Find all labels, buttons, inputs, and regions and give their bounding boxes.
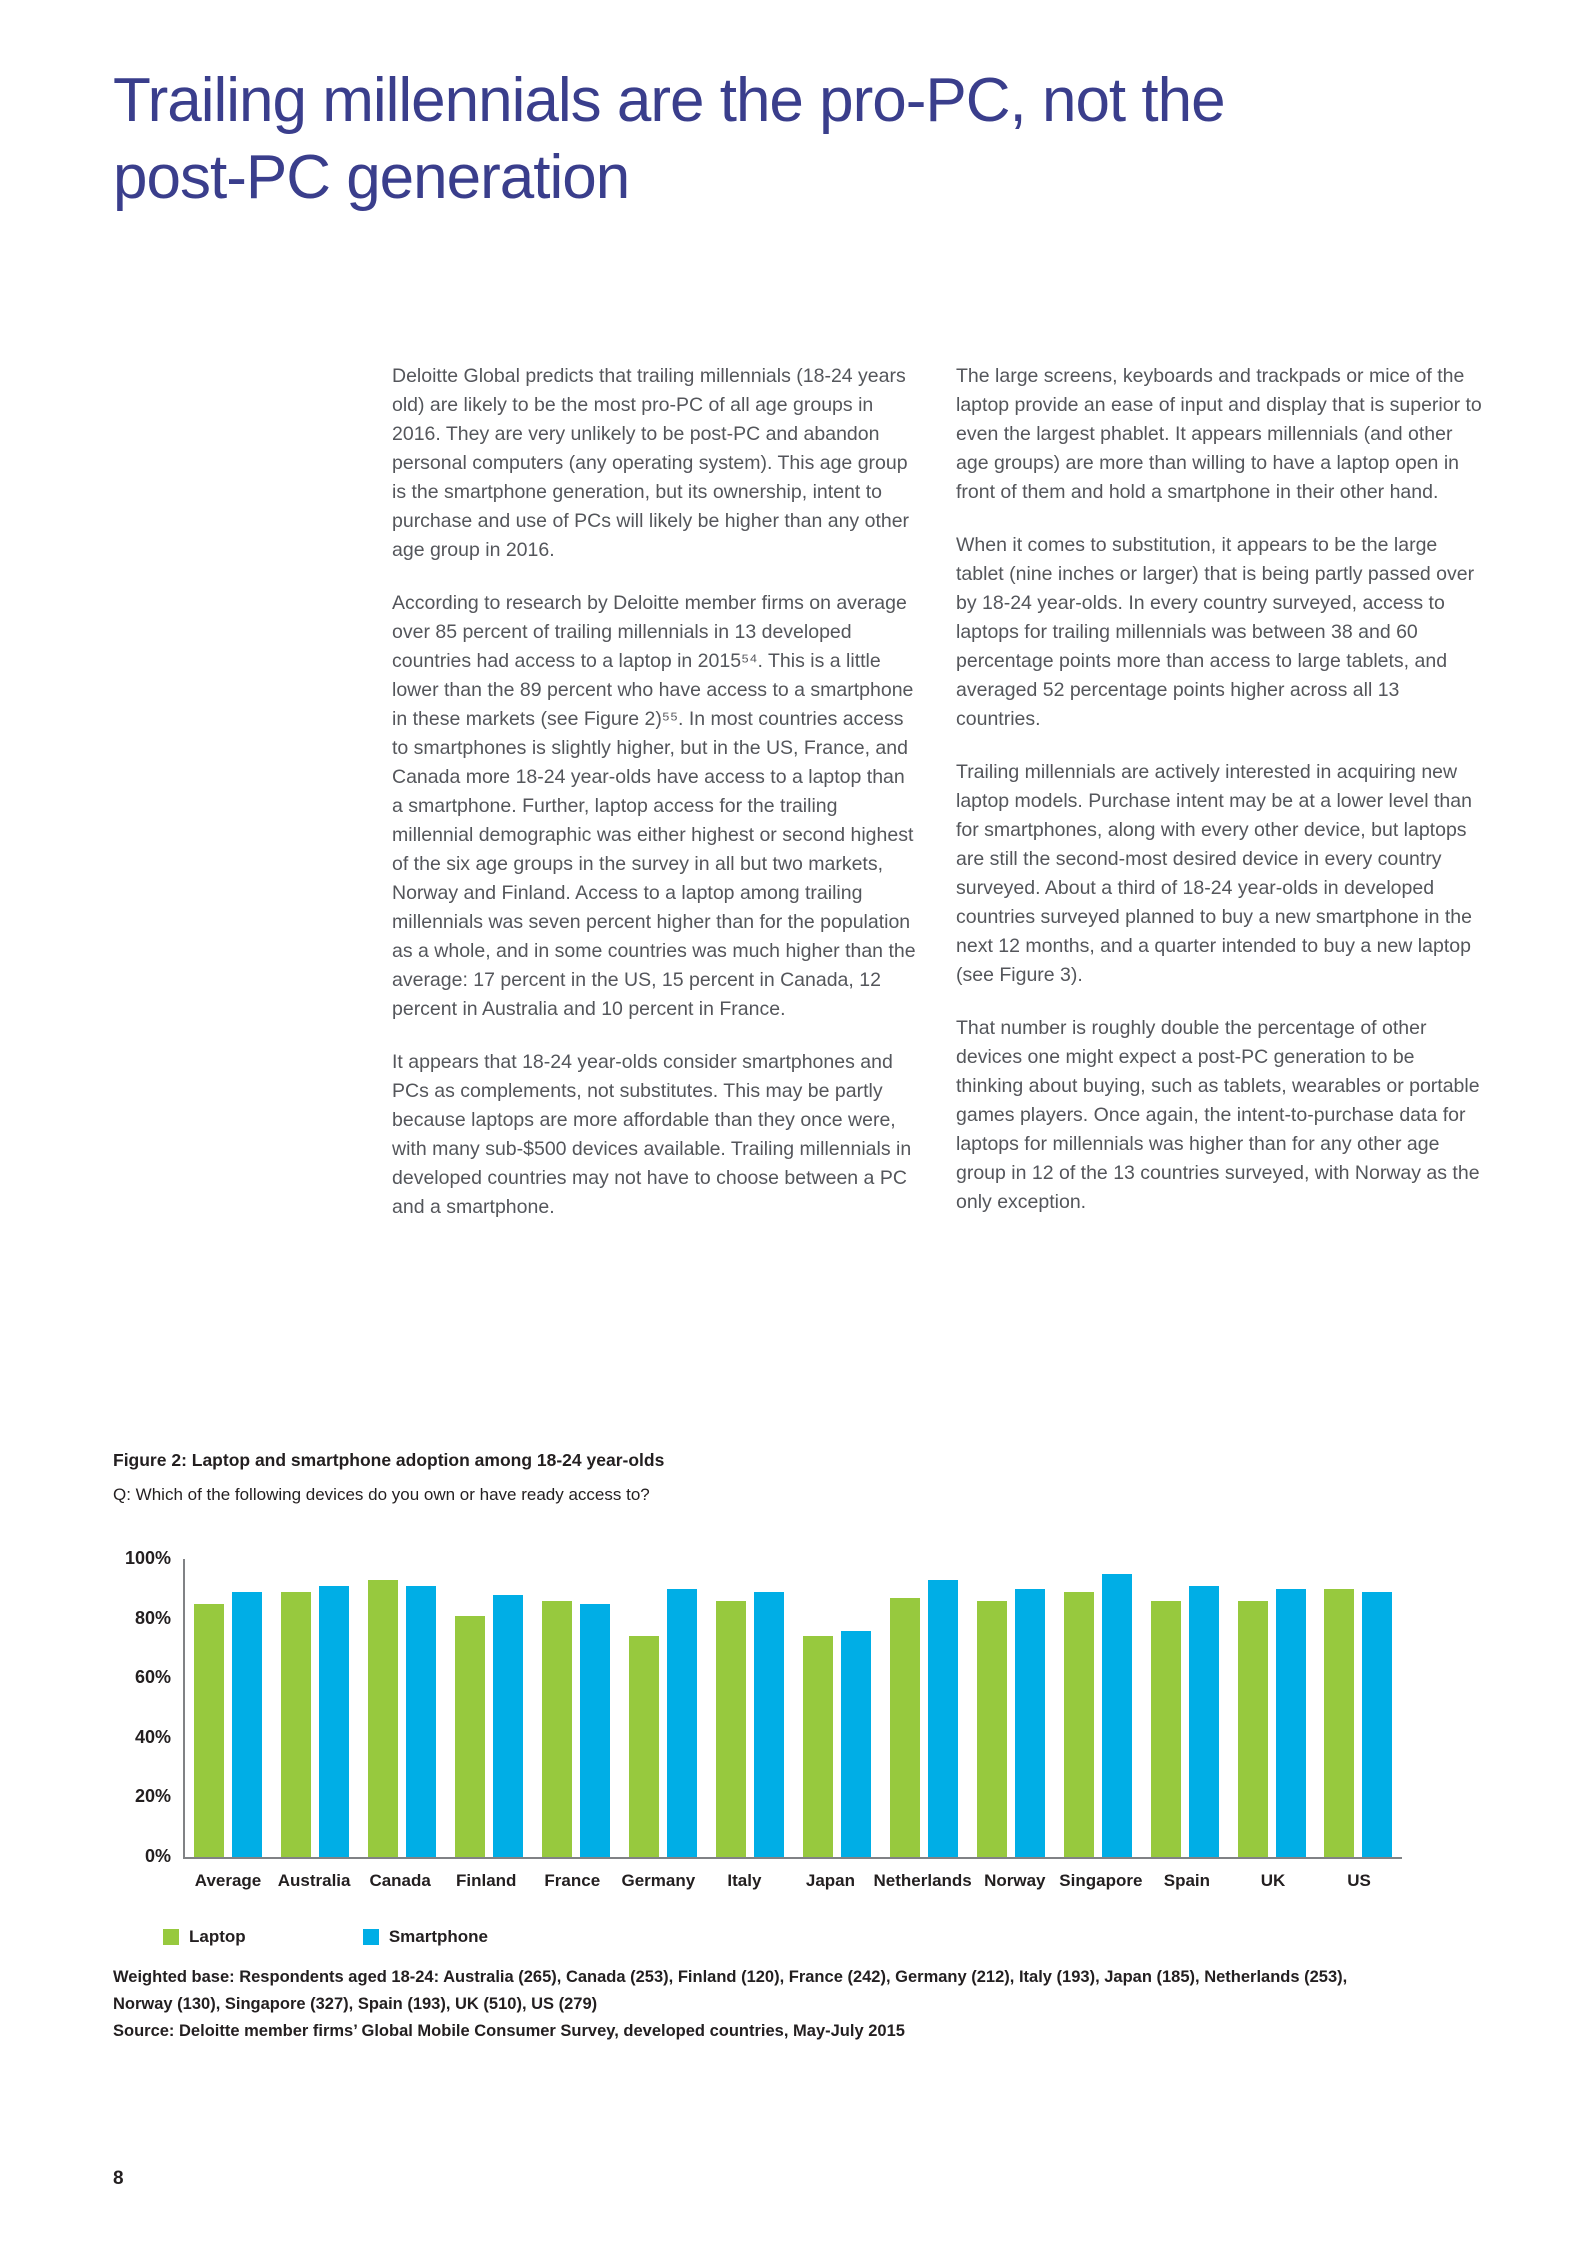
bar-group [1315,1559,1402,1857]
smartphone-bar [667,1589,697,1857]
bar-group [359,1559,446,1857]
y-tick-label: 80% [134,1607,171,1628]
article-left-column [392,362,920,1246]
paragraph: According to research by Deloitte member firms on average over 85 percent of trailing millennials in 13 developed countries had access to a laptop in 2015⁵⁴. This is a little lower than the 89 percent who have access to a smartphone in these markets (see Figure 2)⁵⁵. In most countries access to smartphones is slightly higher, but in the US, France, and Canada more 18-24 year-olds have access to a laptop than a smartphone. Further, laptop access for the trailing millennial demographic was either highest or second highest of the six age groups in the survey in all but two markets, Norway and Finland. Access to a laptop among trailing millennials was seven percent higher than for the population as a whole, and in some countries was much higher than the average: 17 percent in the US, 15 percent in Canada, 12 percent in Australia and 10 percent in France. [392,592,916,1020]
bar-group [446,1559,533,1857]
laptop-bar [368,1580,398,1857]
smartphone-swatch-icon [363,1929,379,1945]
x-axis-labels [185,1871,1402,1891]
laptop-bar [890,1598,920,1857]
smartphone-bar [406,1586,436,1857]
plot-area [183,1559,1402,1859]
bar-group [1054,1559,1141,1857]
page-title-line-1: Trailing millennials are the pro-PC, not the [113,66,1225,135]
figure-caption: Figure 2: Laptop and smartphone adoption among 18-24 year-olds [113,1450,665,1470]
laptop-bar [455,1616,485,1857]
laptop-bar [194,1604,224,1857]
x-axis-label: US [1347,1871,1371,1890]
laptop-bar [1238,1601,1268,1857]
smartphone-bar [928,1580,958,1857]
x-axis-label: Netherlands [873,1871,972,1890]
smartphone-bar [1189,1586,1219,1857]
laptop-bar [1151,1601,1181,1857]
page-number: 8 [113,2168,124,2189]
paragraph: That number is roughly double the percentage of other devices one might expect a post-PC generation to be thinking about buying, such as tablets, wearables or portable games players. Once again, the intent-to-purchase data for laptops for millennials was higher than for any other age group in 12 of the 13 countries surveyed, with Norway as the only exception. [956,1017,1480,1213]
paragraph: The large screens, keyboards and trackpads or mice of the laptop provide an ease of input and display that is superior to even the largest phablet. It appears millennials (and other age groups) are more than willing to have a laptop open in front of them and hold a smartphone in their other hand. [956,365,1482,503]
bar-group [533,1559,620,1857]
legend-item [163,1927,288,1947]
x-axis-label: Singapore [1059,1871,1143,1890]
smartphone-bar [493,1595,523,1857]
smartphone-bar [1276,1589,1306,1857]
bar-group [620,1559,707,1857]
paragraph: When it comes to substitution, it appears to be the large tablet (nine inches or larger) that is being partly passed over by 18-24 year-olds. In every country surveyed, access to laptops for trailing millennials was between 38 and 60 percentage points more than access to large tablets, and averaged 52 percentage points higher across all 13 countries. [956,534,1475,730]
figure-2 [113,1450,1443,1973]
bar-group [793,1559,880,1857]
laptop-bar [716,1601,746,1857]
x-axis-label: Average [194,1871,262,1890]
y-tick-label: 0% [144,1846,171,1866]
y-tick-label: 40% [134,1726,171,1747]
bar-group [272,1559,359,1857]
x-axis-label: Japan [805,1871,856,1890]
smartphone-bar [1102,1574,1132,1857]
bar-group [1228,1559,1315,1857]
weighted-base-note: Weighted base: Respondents aged 18-24: Australia (265), Canada (253), Finland (120), France (242), Germany (212), Italy (193), Japan (185), Netherlands (253), [113,1968,1348,1986]
x-axis-label: Australia [277,1871,351,1890]
y-tick-label: 100% [124,1548,171,1568]
y-tick-label: 60% [134,1667,171,1688]
x-axis-label: Germany [621,1871,696,1890]
bar-group [707,1559,794,1857]
legend-label: Laptop [189,1927,246,1946]
bar-chart [113,1535,1443,1973]
smartphone-bar [1015,1589,1045,1857]
y-tick-label: 20% [134,1786,171,1807]
bar-group [185,1559,272,1857]
laptop-bar [1064,1592,1094,1857]
laptop-bar [281,1592,311,1857]
chart-legend [163,1927,563,1947]
bar-group [1141,1559,1228,1857]
article-body [392,362,1484,1246]
smartphone-bar [580,1604,610,1857]
x-axis-label: Canada [369,1871,431,1890]
x-axis-label: Norway [984,1871,1046,1890]
x-axis-label: Finland [455,1871,517,1890]
figure-question: Q: Which of the following devices do you own or have ready access to? [113,1485,650,1504]
x-axis-label: Italy [727,1871,762,1890]
legend-item [363,1927,488,1947]
paragraph: It appears that 18-24 year-olds consider smartphones and PCs as complements, not substitutes. This may be partly because laptops are more affordable than they once were, with many sub-$500 devices available. Trailing millennials in developed countries may not have to choose between a PC and a smartphone. [392,1051,912,1218]
smartphone-bar [841,1631,871,1857]
article-right-column [956,362,1484,1246]
smartphone-bar [319,1586,349,1857]
weighted-base-note-continued: Norway (130), Singapore (327), Spain (193), UK (510), US (279) [113,1995,598,2013]
smartphone-bar [1362,1592,1392,1857]
page-title-line-2: post-PC generation [113,143,630,212]
laptop-swatch-icon [163,1929,179,1945]
x-axis-label: Spain [1163,1871,1211,1890]
y-axis [113,1535,171,1881]
laptop-bar [629,1636,659,1857]
paragraph: Deloitte Global predicts that trailing millennials (18-24 years old) are likely to be the most pro-PC of all age groups in 2016. They are very unlikely to be post-PC and abandon personal computers (any operating system). This age group is the smartphone generation, but its ownership, intent to purchase and use of PCs will likely be higher than any other age group in 2016. [392,365,910,561]
x-axis-label: UK [1260,1871,1286,1890]
x-axis-label: France [544,1871,601,1890]
paragraph: Trailing millennials are actively interested in acquiring new laptop models. Purchase intent may be at a lower level than for smartphones, along with every other device, but laptops are still the second-most desired device in every country surveyed. About a third of 18-24 year-olds in developed countries surveyed planned to buy a new smartphone in the next 12 months, and a quarter intended to buy a new laptop (see Figure 3). [956,761,1472,986]
laptop-bar [542,1601,572,1857]
laptop-bar [977,1601,1007,1857]
source-note: Source: Deloitte member firms’ Global Mobile Consumer Survey, developed countries, May-July 2015 [113,2022,905,2040]
figure-footnotes [113,1964,1453,2045]
laptop-bar [1324,1589,1354,1857]
legend-label: Smartphone [388,1927,488,1946]
bar-group [880,1559,967,1857]
bar-group [967,1559,1054,1857]
smartphone-bar [754,1592,784,1857]
page-title [113,62,1225,216]
smartphone-bar [232,1592,262,1857]
laptop-bar [803,1636,833,1857]
